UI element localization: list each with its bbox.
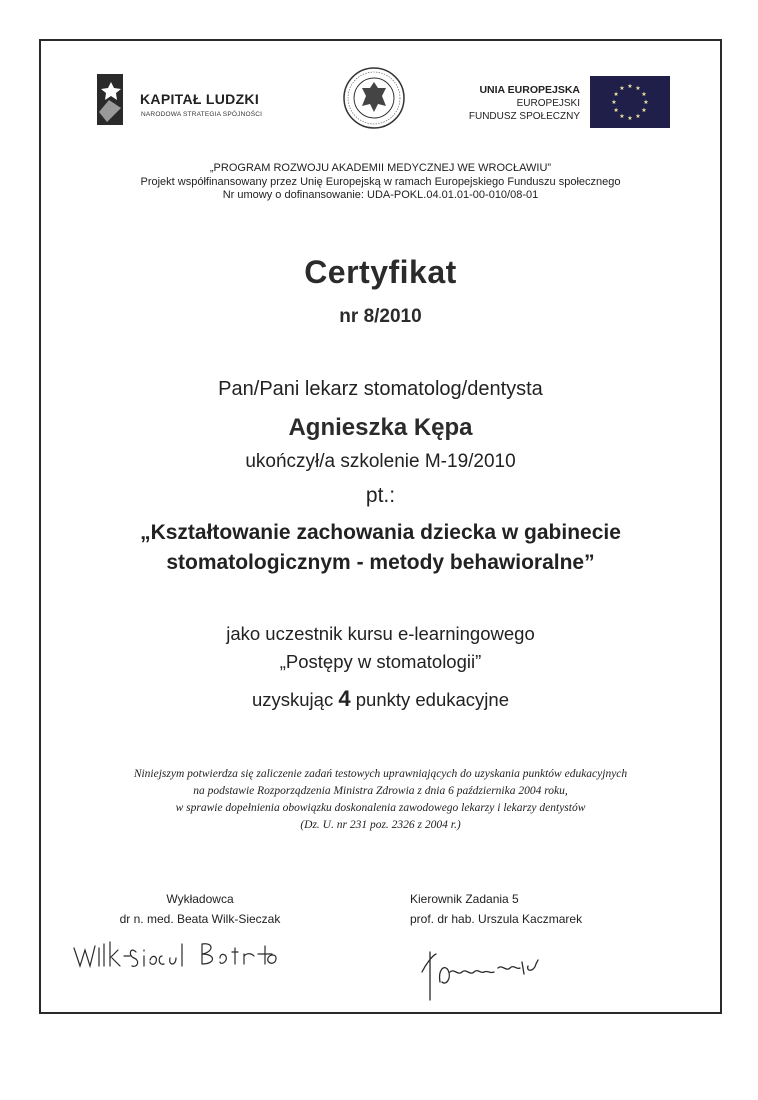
- program-title: „PROGRAM ROZWOJU AKADEMII MEDYCZNEJ WE WROCŁAWIU”: [209, 162, 552, 174]
- program-agreement: Nr umowy o dofinansowanie: UDA-POKL.04.01.01-00-010/08-01: [222, 189, 539, 201]
- points-prefix: uzyskując: [251, 689, 334, 710]
- eu-line3: FUNDUSZ SPOŁECZNY: [468, 111, 580, 122]
- program-cofinance: Projekt współfinansowany przez Unię Europejską w ramach Europejskiego Funduszu społecznego: [140, 175, 621, 188]
- manager-role: Kierownik Zadania 5: [410, 892, 519, 906]
- course-intro: jako uczestnik kursu e-learningowego: [226, 623, 535, 644]
- topic-line2: stomatologicznym - metody behawioralne”: [166, 551, 595, 574]
- points-line: [41, 686, 720, 712]
- completed-training: ukończył/a szkolenie M-19/2010: [245, 451, 516, 472]
- eu-line1: UNIA EUROPEJSKA: [479, 84, 580, 96]
- eu-line2: EUROPEJSKI: [516, 98, 580, 109]
- eu-star-icon: ★: [613, 108, 619, 114]
- eu-star-icon: ★: [613, 92, 619, 98]
- eu-star-icon: ★: [611, 100, 617, 106]
- legal-line3: w sprawie dopełnienia obowiązku doskonalenia zawodowego lekarzy i lekarzy dentystów: [175, 802, 586, 814]
- kapital-ludzki-logo-icon: [95, 72, 125, 127]
- program-header: [41, 162, 720, 203]
- lecturer-name: dr n. med. Beata Wilk-Sieczak: [119, 912, 281, 926]
- manager-name: prof. dr hab. Urszula Kaczmarek: [410, 912, 583, 926]
- eu-star-icon: ★: [641, 92, 647, 98]
- training-topic: [41, 518, 720, 578]
- certificate-number: nr 8/2010: [339, 306, 422, 327]
- eu-star-icon: ★: [627, 84, 633, 90]
- eu-flag-icon: [590, 76, 670, 128]
- topic-prefix: pt.:: [365, 484, 396, 507]
- kapital-ludzki-subtitle: NARODOWA STRATEGIA SPÓJNOŚCI: [141, 111, 263, 118]
- university-seal-icon: [342, 66, 406, 130]
- course-name: „Postępy w stomatologii”: [279, 651, 482, 672]
- eu-star-icon: ★: [635, 86, 641, 93]
- recipient-name: Agnieszka Kępa: [288, 414, 473, 441]
- eu-text-block: [469, 84, 580, 123]
- certificate-title: Certyfikat: [304, 254, 457, 290]
- topic-line1: „Kształtowanie zachowania dziecka w gabinecie: [140, 521, 621, 544]
- manager-signature-block: [410, 889, 582, 929]
- legal-statement: [41, 766, 720, 834]
- kapital-ludzki-title: KAPITAŁ LUDZKI: [140, 91, 260, 107]
- lecturer-handwritten-signature: [72, 934, 282, 974]
- eu-star-icon: ★: [643, 100, 649, 106]
- eu-star-icon: ★: [619, 113, 625, 120]
- manager-handwritten-signature: [418, 942, 548, 1002]
- legal-line1: Niniejszym potwierdza się zaliczenie zadań testowych uprawniających do uzyskania punktów edukacyjnych: [133, 768, 628, 780]
- eu-star-icon: ★: [641, 108, 647, 114]
- eu-star-icon: ★: [619, 86, 625, 93]
- eu-star-icon: ★: [627, 116, 633, 122]
- lecturer-signature-block: [40, 889, 360, 929]
- eu-star-icon: ★: [635, 113, 641, 120]
- points-value: 4: [338, 686, 351, 711]
- legal-line4: (Dz. U. nr 231 poz. 2326 z 2004 r.): [300, 819, 461, 831]
- points-suffix: punkty edukacyjne: [355, 689, 509, 710]
- recipient-intro: Pan/Pani lekarz stomatolog/dentysta: [218, 378, 543, 400]
- lecturer-role: Wykładowca: [166, 892, 234, 906]
- legal-line2: na podstawie Rozporządzenia Ministra Zdrowia z dnia 6 października 2004 roku,: [193, 785, 568, 797]
